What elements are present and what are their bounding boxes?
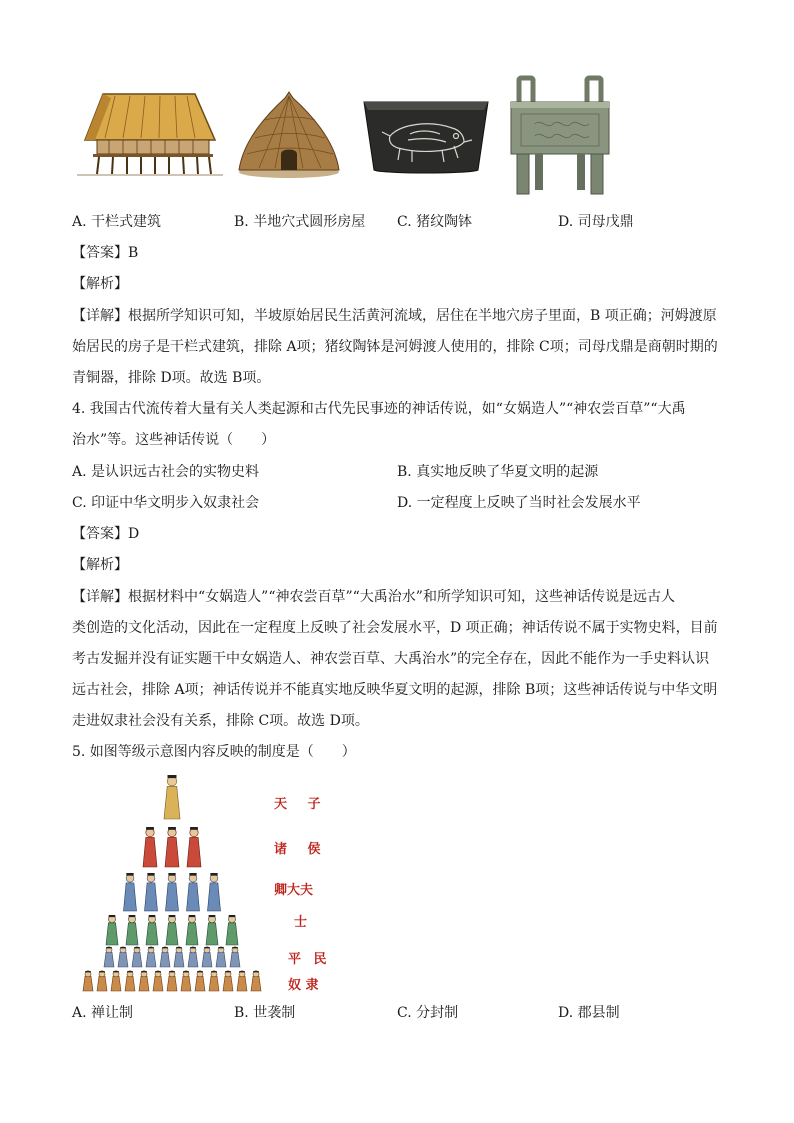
figure-nuli [97, 971, 107, 991]
figure-nuli [195, 971, 205, 991]
q3-detail-line-1: 【详解】根据所学知识可知，半坡原始居民生活黄河流域，居住在半地穴房子里面，B 项正确；河姆渡原 [72, 308, 717, 324]
figure-nuli [223, 971, 233, 991]
q4-detail-line-5: 走进奴隶社会没有关系，排除 C项。故选 D项。 [72, 713, 369, 729]
figure-zhuhou [143, 827, 157, 867]
q3-option-a[interactable]: A. 干栏式建筑 [72, 214, 162, 230]
figure-pingmin [202, 947, 212, 967]
q4-option-c[interactable]: C. 印证中华文明步入奴隶社会 [72, 495, 260, 511]
figure-shi [186, 915, 198, 945]
figure-shi [206, 915, 218, 945]
figure-shi [126, 915, 138, 945]
figure-qingdafu [124, 873, 137, 911]
q5-option-c[interactable]: C. 分封制 [397, 1005, 459, 1021]
figure-pingmin [188, 947, 198, 967]
figure-tianzi [164, 775, 180, 819]
q5-stem: 5. 如图等级示意图内容反映的制度是（ ） [72, 744, 356, 760]
q3-answer [72, 243, 138, 263]
pyramid-label-nuli: 奴 隶 [288, 978, 319, 993]
figure-zhuhou [187, 827, 201, 867]
q5-option-d[interactable]: D. 郡县制 [558, 1005, 620, 1021]
pig-pottery-bowl-image [360, 96, 492, 176]
figure-nuli [237, 971, 247, 991]
q3-detail-line-2: 始居民的房子是干栏式建筑，排除 A项；猪纹陶钵是河姆渡人使用的，排除 C项；司母戊鼎是商朝时期的 [72, 339, 718, 355]
figure-nuli [125, 971, 135, 991]
answer-value: D [128, 526, 140, 542]
answer-label: 【答案】 [72, 245, 128, 261]
figure-nuli [181, 971, 191, 991]
q4-option-d[interactable]: D. 一定程度上反映了当时社会发展水平 [397, 495, 641, 511]
figure-qingdafu [187, 873, 200, 911]
figure-nuli [139, 971, 149, 991]
figure-nuli [251, 971, 261, 991]
stilt-house-image [75, 88, 225, 176]
q4-stem-line-1: 4. 我国古代流传着大量有关人类起源和古代先民事迹的神话传说，如“女娲造人”“神农尝百草”“大禹 [72, 401, 686, 417]
figure-nuli [83, 971, 93, 991]
q4-detail-line-3: 考古发掘并没有证实题干中女娲造人、神农尝百草、大禹治水”的完全存在，因此不能作为一手史料认识 [72, 651, 710, 667]
q3-option-c[interactable]: C. 猪纹陶钵 [397, 214, 473, 230]
answer-value: B [128, 245, 139, 261]
round-hut-image [235, 88, 343, 180]
figure-nuli [153, 971, 163, 991]
pyramid-label-qingdafu: 卿大夫 [274, 883, 314, 898]
figure-qingdafu [166, 873, 179, 911]
figure-nuli [111, 971, 121, 991]
figure-nuli [209, 971, 219, 991]
figure-pingmin [230, 947, 240, 967]
q4-detail-line-4: 远古社会，排除 A项；神话传说并不能真实地反映华夏文明的起源，排除 B项；这些神话传说与中华文明 [72, 682, 718, 698]
q3-analysis-label: 【解析】 [72, 276, 128, 292]
pyramid-label-tianzi: 天 子 [274, 797, 329, 812]
figure-pingmin [104, 947, 114, 967]
figure-qingdafu [145, 873, 158, 911]
q4-option-a[interactable]: A. 是认识远古社会的实物史料 [72, 464, 260, 480]
q4-detail-line-2: 类创造的文化活动，因此在一定程度上反映了社会发展水平，D 项正确；神话传说不属于实物史料，目前 [72, 620, 718, 636]
q3-detail-line-3: 青铜器，排除 D项。故选 B项。 [72, 370, 271, 386]
figure-pingmin [174, 947, 184, 967]
q5-option-a[interactable]: A. 禅让制 [72, 1005, 134, 1021]
q4-answer [72, 524, 139, 544]
answer-label: 【答案】 [72, 526, 128, 542]
figure-pingmin [216, 947, 226, 967]
figure-zhuhou [165, 827, 179, 867]
figure-shi [146, 915, 158, 945]
figure-pingmin [146, 947, 156, 967]
figure-shi [226, 915, 238, 945]
q4-option-b[interactable]: B. 真实地反映了华夏文明的起源 [397, 464, 599, 480]
figure-pingmin [160, 947, 170, 967]
q4-analysis-label: 【解析】 [72, 557, 128, 573]
social-hierarchy-pyramid [72, 775, 272, 993]
figure-shi [106, 915, 118, 945]
pyramid-label-pingmin: 平 民 [288, 952, 331, 967]
figure-shi [166, 915, 178, 945]
figure-pingmin [132, 947, 142, 967]
q3-option-d[interactable]: D. 司母戊鼎 [558, 214, 634, 230]
figure-qingdafu [208, 873, 221, 911]
simuwu-ding-image [505, 74, 615, 198]
q4-stem-line-2: 治水”等。这些神话传说（ ） [72, 432, 276, 448]
q3-option-b[interactable]: B. 半地穴式圆形房屋 [234, 214, 366, 230]
figure-nuli [167, 971, 177, 991]
q4-detail-line-1: 【详解】根据材料中“女娲造人”“神农尝百草”“大禹治水”和所学知识可知，这些神话传说是远古人 [72, 589, 675, 605]
figure-pingmin [118, 947, 128, 967]
pyramid-label-zhuhou: 诸 侯 [274, 842, 329, 857]
q5-option-b[interactable]: B. 世袭制 [234, 1005, 296, 1021]
pyramid-label-shi: 士 [294, 915, 316, 930]
